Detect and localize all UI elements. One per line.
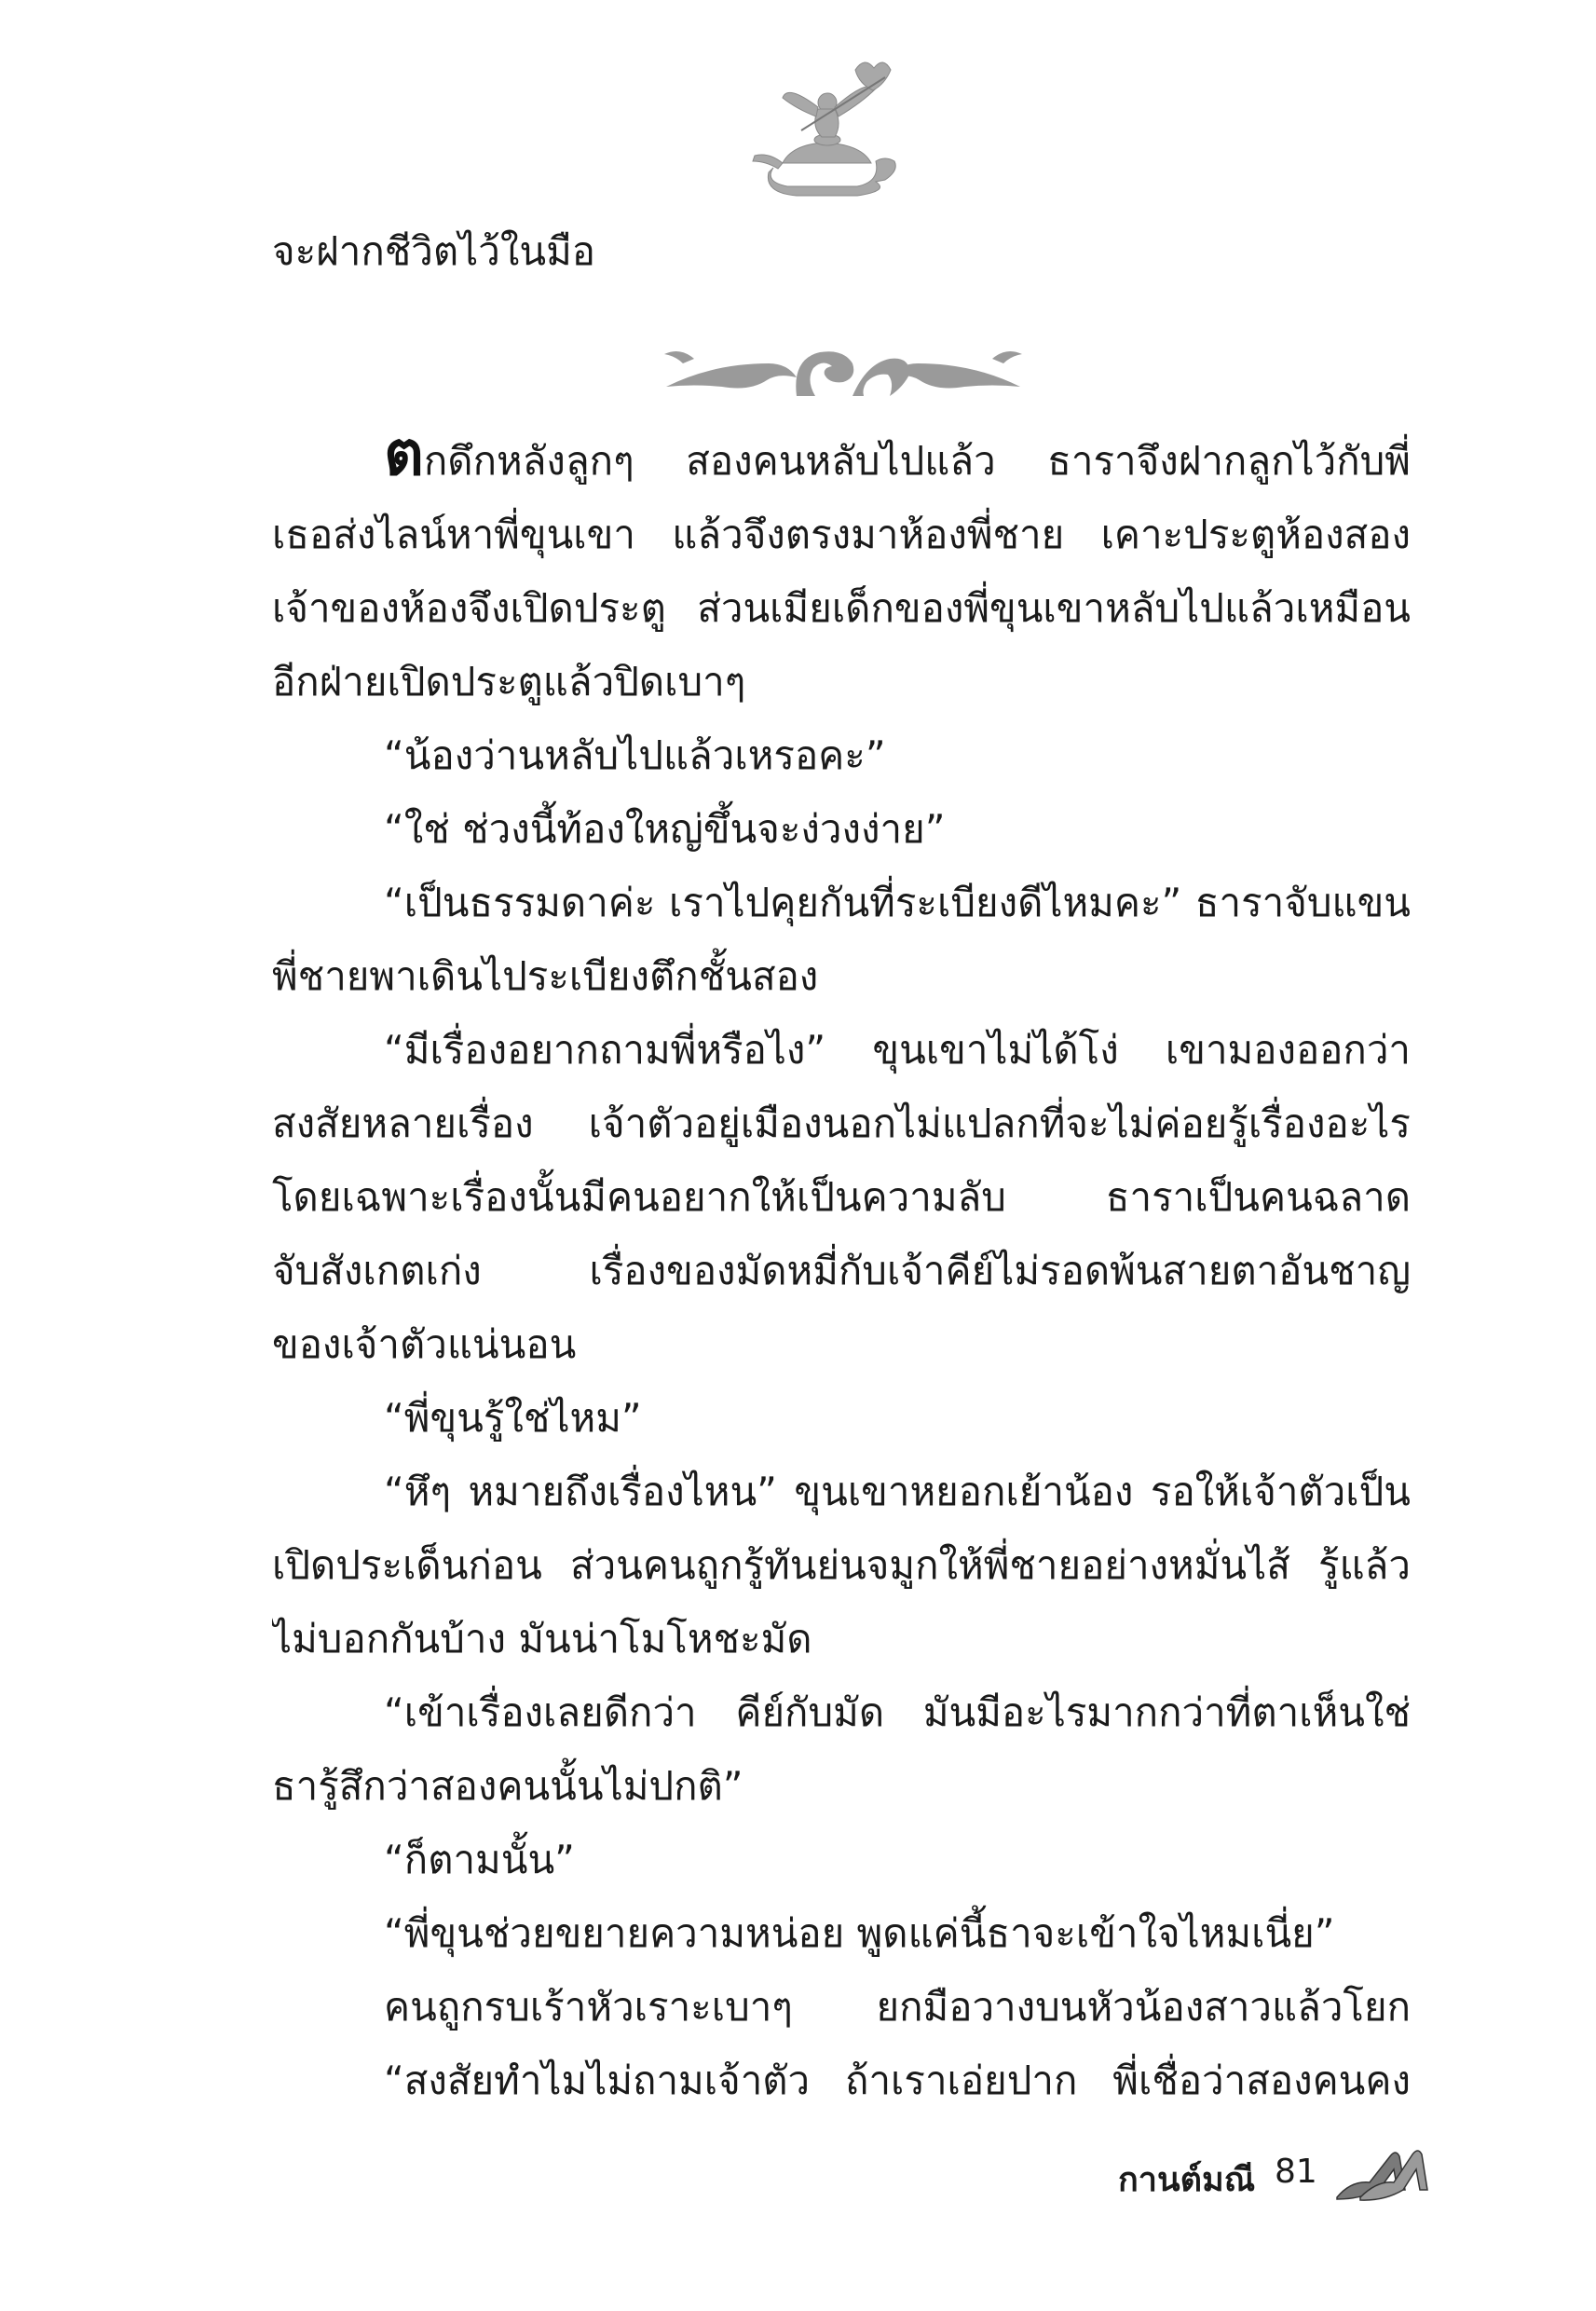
text-line-content: “มีเรื่องอยากถามพี่หรือไง” ขุนเขาไม่ได้โง่ เขามองออกว่า (384, 1027, 1411, 1073)
ornament-divider-icon (657, 335, 1030, 405)
drop-cap: ต (384, 424, 424, 489)
book-title: กานต์มณี (1118, 2161, 1256, 2199)
high-heel-shoes-icon (1332, 2143, 1430, 2204)
opening-line: จะฝากชีวิตไว้ในมือ (272, 228, 595, 274)
text-line (272, 1675, 1411, 1749)
text-line (272, 1381, 1411, 1455)
text-line (272, 1823, 1411, 1896)
text-line (272, 866, 1411, 939)
text-line (272, 792, 1411, 866)
text-line (272, 1528, 1411, 1602)
text-line-content: “พี่ขุนช่วยขยายความหน่อย พูดแค่นี้ธาจะเข้าใจไหมเนี่ย” (384, 1910, 1335, 1956)
text-line-content: ธารู้สึกว่าสองคนนั้นไม่ปกติ” (272, 1763, 743, 1809)
text-line-content: สงสัยหลายเรื่อง เจ้าตัวอยู่เมืองนอกไม่แปลกที่จะไม่ค่อยรู้เรื่องอะไร (272, 1101, 1411, 1146)
text-line-content: พี่ชายพาเดินไประเบียงตึกชั้นสอง (272, 953, 819, 999)
text-line-content: “พี่ขุนรู้ใช่ไหม” (384, 1395, 642, 1441)
body-text (272, 424, 1411, 2117)
text-line-content: คนถูกรบเร้าหัวเราะเบาๆ ยกมือวางบนหัวน้องสาวแล้วโยก (384, 1984, 1411, 2030)
text-line (272, 718, 1411, 792)
text-line (272, 1896, 1411, 1970)
text-line (272, 1160, 1411, 1234)
text-line-content: เปิดประเด็นก่อน ส่วนคนถูกรู้ทันย่นจมูกให้พี่ชายอย่างหมั่นไส้ รู้แล้ว (272, 1542, 1411, 1588)
text-line-content: “สงสัยทำไมไม่ถามเจ้าตัว ถ้าเราเอ่ยปาก พี่เชื่อว่าสองคนคง (384, 2058, 1411, 2103)
text-line (272, 1970, 1411, 2044)
paragraph-first-line (272, 424, 1411, 498)
text-line (272, 1013, 1411, 1087)
text-line-content: ของเจ้าตัวแน่นอน (272, 1321, 577, 1367)
text-line (272, 1087, 1411, 1160)
text-line-content: อีกฝ่ายเปิดประตูแล้วปิดเบาๆ (272, 659, 746, 704)
text-line-content: “เป็นธรรมดาค่ะ เราไปคุยกันที่ระเบียงดีไหมคะ” ธาราจับแขน (384, 880, 1411, 925)
text-line (272, 1602, 1411, 1675)
text-line (272, 2044, 1411, 2117)
text-line (272, 571, 1411, 645)
text-line-content: “หึๆ หมายถึงเรื่องไหน” ขุนเขาหยอกเย้าน้อง รอให้เจ้าตัวเป็น (384, 1469, 1411, 1514)
text-line (272, 939, 1411, 1013)
text-line-content: เธอส่งไลน์หาพี่ขุนเขา แล้วจึงตรงมาห้องพี่ชาย เคาะประตูห้องสอง (272, 512, 1411, 557)
text-line-content: โดยเฉพาะเรื่องนั้นมีคนอยากให้เป็นความลับ ธาราเป็นคนฉลาด (272, 1174, 1411, 1220)
text-line-content: “ก็ตามนั้น” (384, 1837, 575, 1882)
page-footer (1118, 2143, 1425, 2208)
text-line-content: กดึกหลังลูกๆ สองคนหลับไปแล้ว ธาราจึงฝากลูกไว้กับพี่ (423, 438, 1411, 484)
text-line-content: เจ้าของห้องจึงเปิดประตู ส่วนเมียเด็กของพี่ขุนเขาหลับไปแล้วเหมือน (272, 585, 1411, 631)
text-line (272, 1749, 1411, 1823)
text-line (272, 1455, 1411, 1528)
text-line (272, 1234, 1411, 1307)
text-line (272, 498, 1411, 571)
text-line-content: “ใช่ ช่วงนี้ท้องใหญ่ขึ้นจะง่วงง่าย” (384, 806, 946, 852)
page-number: 81 (1275, 2153, 1317, 2191)
text-line-content: “เข้าเรื่องเลยดีกว่า คีย์กับมัด มันมีอะไรมากกว่าที่ตาเห็นใช่ (384, 1689, 1411, 1735)
text-line-content: ไม่บอกกันบ้าง มันน่าโมโหชะมัด (272, 1616, 812, 1661)
cupid-teapot-icon (745, 51, 908, 205)
text-line-content: จับสังเกตเก่ง เรื่องของมัดหมี่กับเจ้าคีย์ไม่รอดพ้นสายตาอันชาญ (272, 1248, 1411, 1293)
text-line (272, 645, 1411, 718)
text-line-content: “น้องว่านหลับไปแล้วเหรอคะ” (384, 732, 886, 778)
text-line (272, 1307, 1411, 1381)
